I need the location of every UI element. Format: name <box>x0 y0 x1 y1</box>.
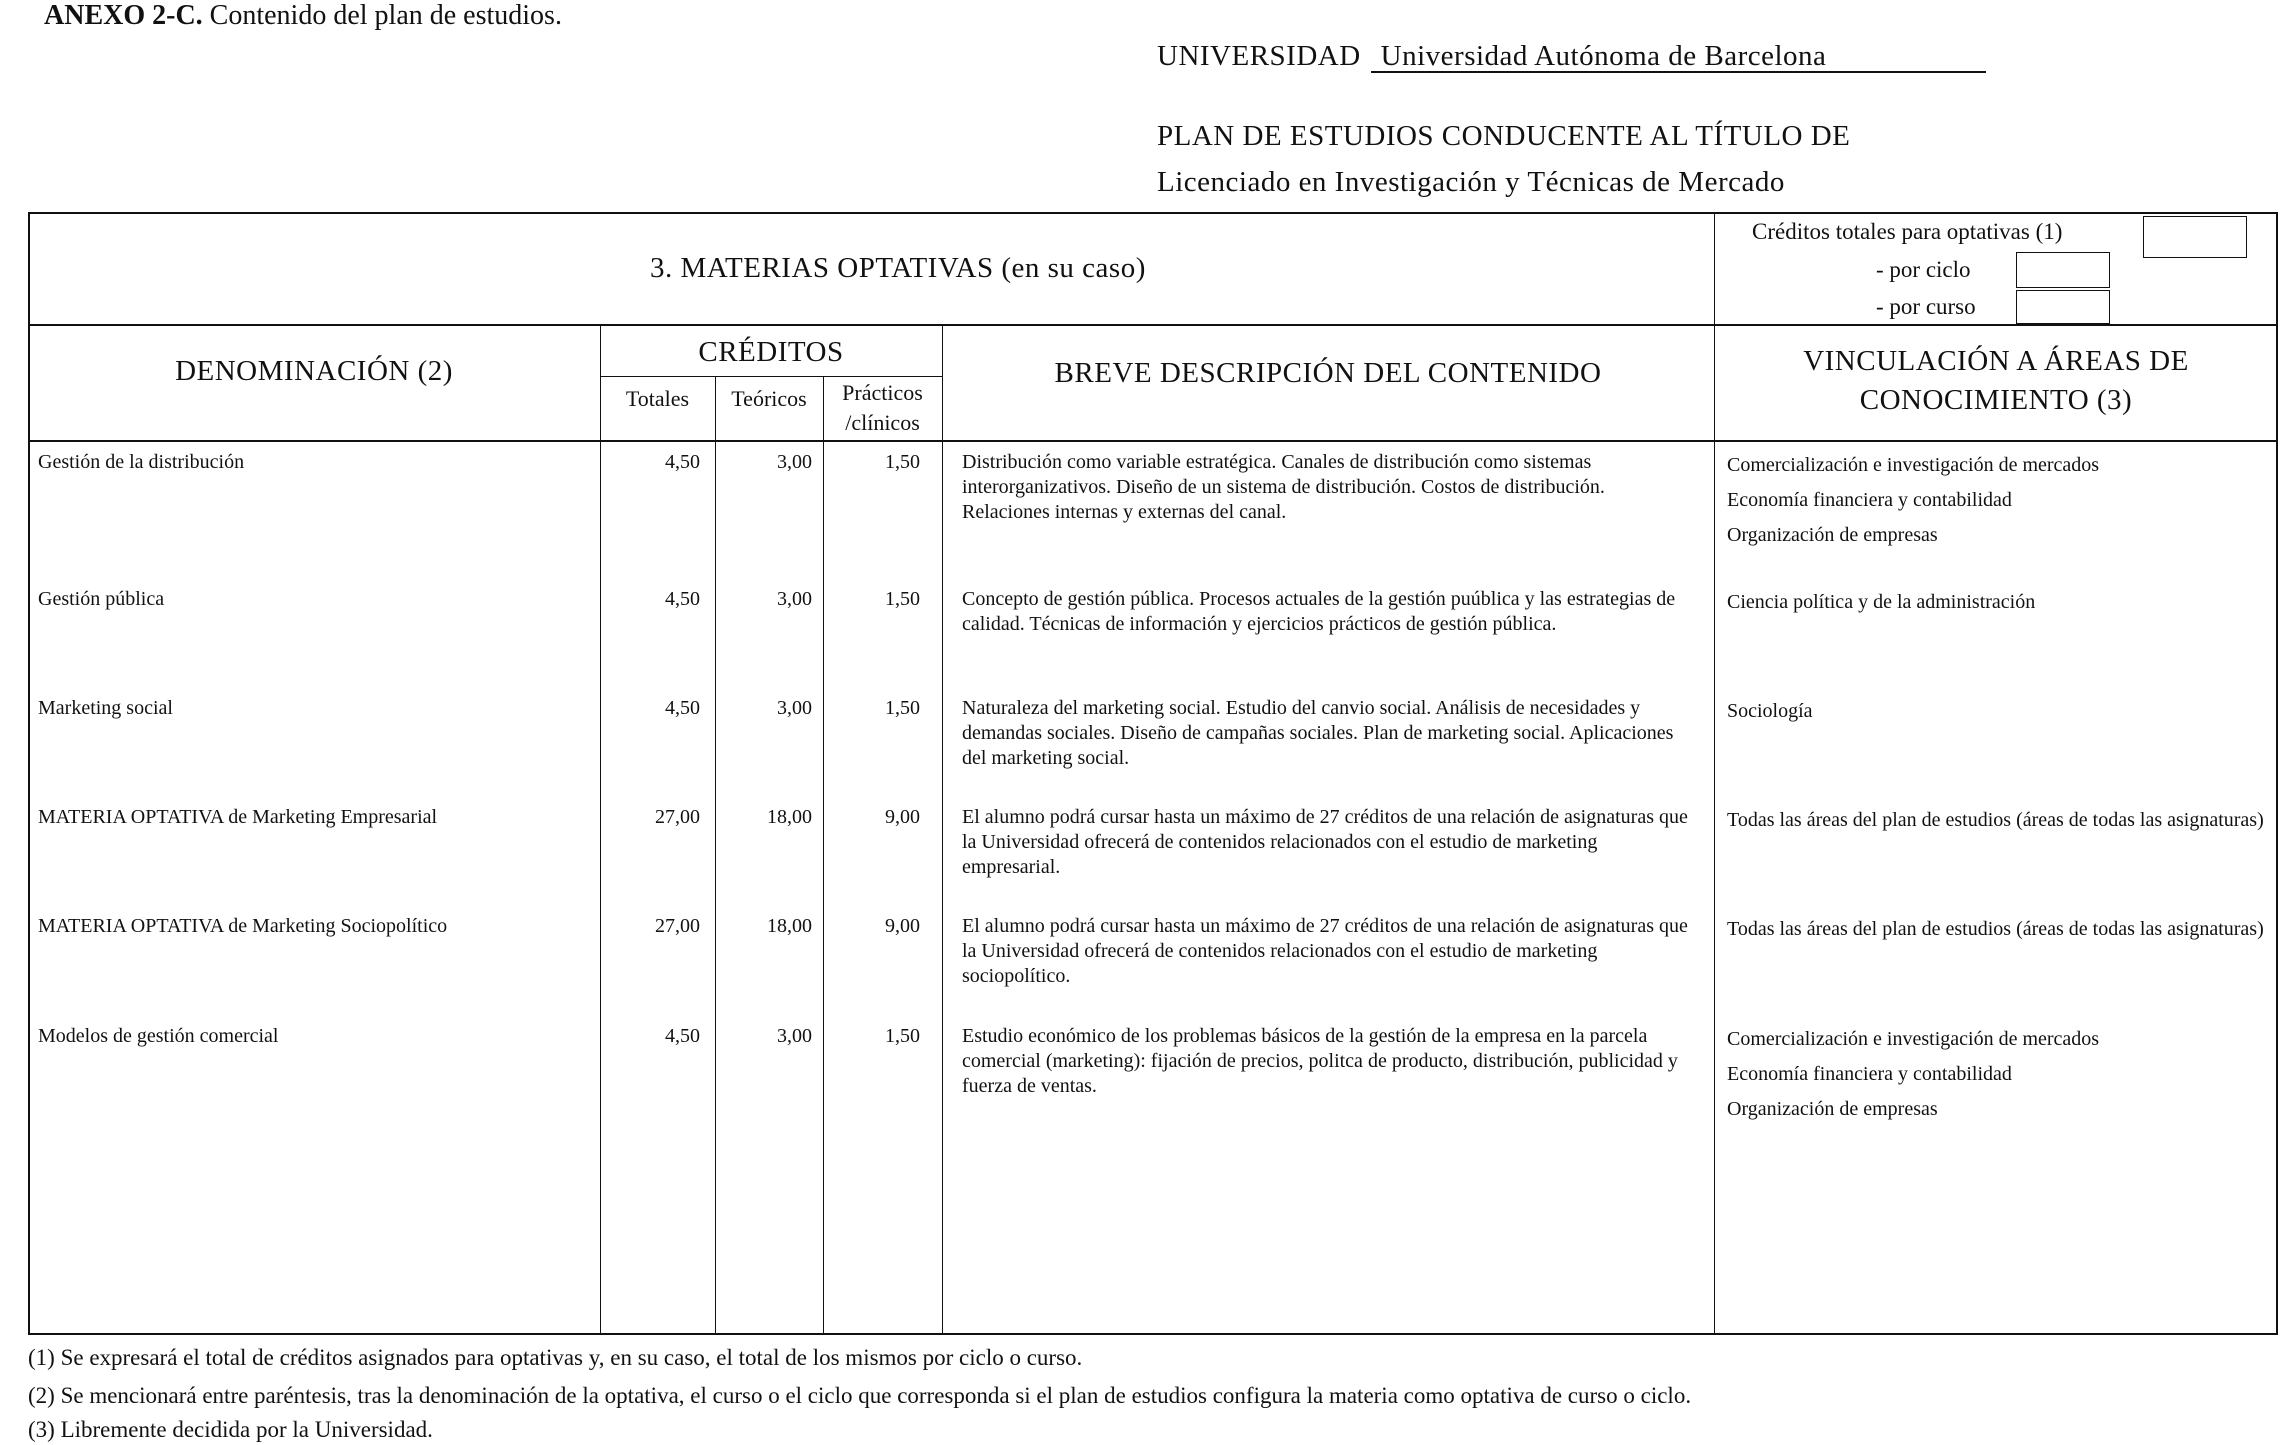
header-practicos <box>823 378 942 438</box>
col-divider-desc <box>942 324 943 1335</box>
row-totales: 4,50 <box>665 588 700 610</box>
row-area: Ciencia política y de la administración <box>1727 591 2036 613</box>
annex-title: Contenido del plan de estudios. <box>209 0 562 31</box>
col-divider-teo <box>823 376 824 1335</box>
annex-label: ANEXO 2-C. <box>44 0 203 31</box>
footnote-3: (3) Libremente decidida por la Universidad. <box>28 1417 433 1442</box>
credits-subdivider <box>600 376 942 377</box>
annex-heading <box>44 0 562 32</box>
row-totales: 4,50 <box>665 697 700 719</box>
row-area: Comercialización e investigación de mercados <box>1727 454 2100 476</box>
per-course-box <box>2016 290 2110 324</box>
row-descripcion: El alumno podrá cursar hasta un máximo de 27 créditos de una relación de asignaturas que la Universidad ofrecerá de contenidos relacionados con el estudio de marketing sociopolítico. <box>962 915 1688 987</box>
row-teoricos: 18,00 <box>767 806 812 828</box>
section-divider <box>28 324 2278 326</box>
row-area: Todas las áreas del plan de estudios (áreas de todas las asignaturas) <box>1727 918 2264 940</box>
row-practicos: 1,50 <box>885 588 920 610</box>
header-vinculacion-line2: CONOCIMIENTO (3) <box>1859 384 2133 416</box>
header-practicos-line2: /clínicos <box>845 410 920 435</box>
section-title: 3. MATERIAS OPTATIVAS (en su caso) <box>650 252 1146 284</box>
header-totales: Totales <box>625 386 690 411</box>
row-practicos: 1,50 <box>885 451 920 473</box>
row-areas <box>1727 590 2267 625</box>
row-teoricos: 3,00 <box>777 588 812 610</box>
row-practicos: 9,00 <box>885 806 920 828</box>
row-descripcion: Estudio económico de los problemas básicos de la gestión de la empresa en la parcela comercial (marketing): fijación de precios, politca de producto, distribución, publicidad y fuerza de ventas. <box>962 1025 1678 1097</box>
university-line <box>1157 40 1986 73</box>
row-teoricos: 3,00 <box>777 697 812 719</box>
row-area: Economía financiera y contabilidad <box>1727 489 2012 511</box>
row-descripcion: Naturaleza del marketing social. Estudio del canvio social. Análisis de necesidades y demandas sociales. Diseño de campañas sociales. Plan de marketing social. Aplicaciones del marketing social. <box>962 697 1674 769</box>
row-areas <box>1727 699 2267 734</box>
row-area: Organización de empresas <box>1727 1098 1938 1120</box>
row-descripcion: Distribución como variable estratégica. Canales de distribución como sistemas interorganizativos. Diseño de un sistema de distribución. Costos de distribución. Relaciones internas y externas del canal. <box>962 451 1605 523</box>
plan-label: PLAN DE ESTUDIOS CONDUCENTE AL TÍTULO DE <box>1157 120 1851 152</box>
header-creditos: CRÉDITOS <box>698 336 844 368</box>
per-course-label: - por curso <box>1876 294 1976 319</box>
per-cycle-label: - por ciclo <box>1876 257 1971 282</box>
per-cycle-box <box>2016 252 2110 288</box>
row-totales: 4,50 <box>665 451 700 473</box>
row-area: Economía financiera y contabilidad <box>1727 1063 2012 1085</box>
row-descripcion: Concepto de gestión pública. Procesos actuales de la gestión puública y las estrategias de calidad. Técnicas de información y ejercicios prácticos de gestión pública. <box>962 588 1676 635</box>
university-value: Universidad Autónoma de Barcelona <box>1371 41 1986 73</box>
row-denominacion: Gestión de la distribución <box>38 451 245 473</box>
row-area: Organización de empresas <box>1727 524 1938 546</box>
row-area: Todas las áreas del plan de estudios (áreas de todas las asignaturas) <box>1727 809 2264 831</box>
total-credits-label: Créditos totales para optativas (1) <box>1752 219 2063 244</box>
header-descripcion: BREVE DESCRIPCIÓN DEL CONTENIDO <box>1054 357 1602 389</box>
university-label: UNIVERSIDAD <box>1157 40 1361 72</box>
row-denominacion: Marketing social <box>38 697 173 719</box>
header-denominacion: DENOMINACIÓN (2) <box>175 355 453 387</box>
header-vinculacion-line1: VINCULACIÓN A ÁREAS DE <box>1803 345 2189 377</box>
header-practicos-line1: Prácticos <box>842 380 923 405</box>
row-totales: 4,50 <box>665 1025 700 1047</box>
row-totales: 27,00 <box>655 915 700 937</box>
row-areas <box>1727 1027 2267 1132</box>
row-areas <box>1727 453 2267 558</box>
degree-title: Licenciado en Investigación y Técnicas de Mercado <box>1157 166 1785 198</box>
header-divider <box>28 440 2278 442</box>
row-descripcion: El alumno podrá cursar hasta un máximo de 27 créditos de una relación de asignaturas que la Universidad ofrecerá de contenidos relacionados con el estudio de marketing empresarial. <box>962 806 1688 878</box>
row-denominacion: MATERIA OPTATIVA de Marketing Empresarial <box>38 806 438 828</box>
row-area: Sociología <box>1727 700 1813 722</box>
row-practicos: 1,50 <box>885 697 920 719</box>
footnote-2: (2) Se mencionará entre paréntesis, tras la denominación de la optativa, el curso o el ciclo que corresponda si el plan de estudios configura la materia como optativa de curso o ciclo. <box>28 1383 1692 1408</box>
header-teoricos: Teóricos <box>731 386 807 411</box>
row-teoricos: 3,00 <box>777 1025 812 1047</box>
col-divider-tot <box>715 376 716 1335</box>
row-areas <box>1727 808 2267 833</box>
row-teoricos: 3,00 <box>777 451 812 473</box>
row-areas <box>1727 917 2267 942</box>
row-practicos: 1,50 <box>885 1025 920 1047</box>
row-teoricos: 18,00 <box>767 915 812 937</box>
row-denominacion: MATERIA OPTATIVA de Marketing Sociopolítico <box>38 915 448 937</box>
header-vinculacion <box>1714 342 2278 420</box>
row-practicos: 9,00 <box>885 915 920 937</box>
row-totales: 27,00 <box>655 806 700 828</box>
total-credits-box <box>2143 216 2247 258</box>
row-area: Comercialización e investigación de mercados <box>1727 1028 2100 1050</box>
row-denominacion: Gestión pública <box>38 588 165 610</box>
row-denominacion: Modelos de gestión comercial <box>38 1025 279 1047</box>
footnote-1: (1) Se expresará el total de créditos asignados para optativas y, en su caso, el total de los mismos por ciclo o curso. <box>28 1345 1083 1370</box>
